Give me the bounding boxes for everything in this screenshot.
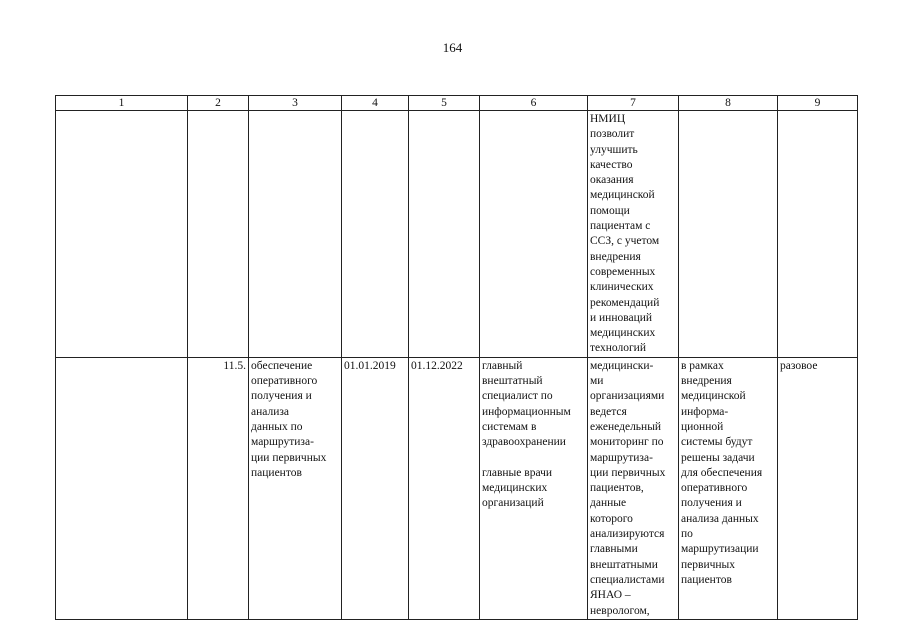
plan-table	[55, 95, 858, 620]
column-number: 6	[480, 96, 588, 111]
column-number: 1	[56, 96, 188, 111]
responsible-cell: главный внештатный специалист по информационным системам в здравоохранении главные врачи медицинских организаций	[480, 357, 588, 619]
outcome-cell: в рамках внедрения медицинской информа- ционной системы будут решены задачи для обеспечения оперативного получения и анализа данных по маршрутизации первичных пациентов	[679, 357, 778, 619]
table-row	[56, 357, 858, 619]
column-number: 5	[409, 96, 480, 111]
event-type: разовое	[778, 357, 858, 619]
column-number: 8	[679, 96, 778, 111]
column-number: 2	[188, 96, 249, 111]
start-date: 01.01.2019	[342, 357, 409, 619]
measure-title: обеспечение оперативного получения и анализа данных по маршрутиза- ции первичных пациентов	[249, 357, 342, 619]
column-number: 9	[778, 96, 858, 111]
column-number: 3	[249, 96, 342, 111]
column-number: 7	[588, 96, 679, 111]
row-number: 11.5.	[188, 357, 249, 619]
column-number: 4	[342, 96, 409, 111]
continuation-row	[56, 111, 858, 358]
result-cell: медицински- ми организациями ведется еженедельный мониторинг по маршрутиза- ции первичных пациентов, данные которого анализируются главными внештатными специалистами ЯНАО – неврологом,	[588, 357, 679, 619]
column-number-row	[56, 96, 858, 111]
end-date: 01.12.2022	[409, 357, 480, 619]
continued-result-cell: НМИЦ позволит улучшить качество оказания медицинской помощи пациентам с ССЗ, с учетом внедрения современных клинических рекомендаций и инноваций медицинских технологий	[588, 111, 679, 358]
page-number: 164	[442, 40, 463, 55]
